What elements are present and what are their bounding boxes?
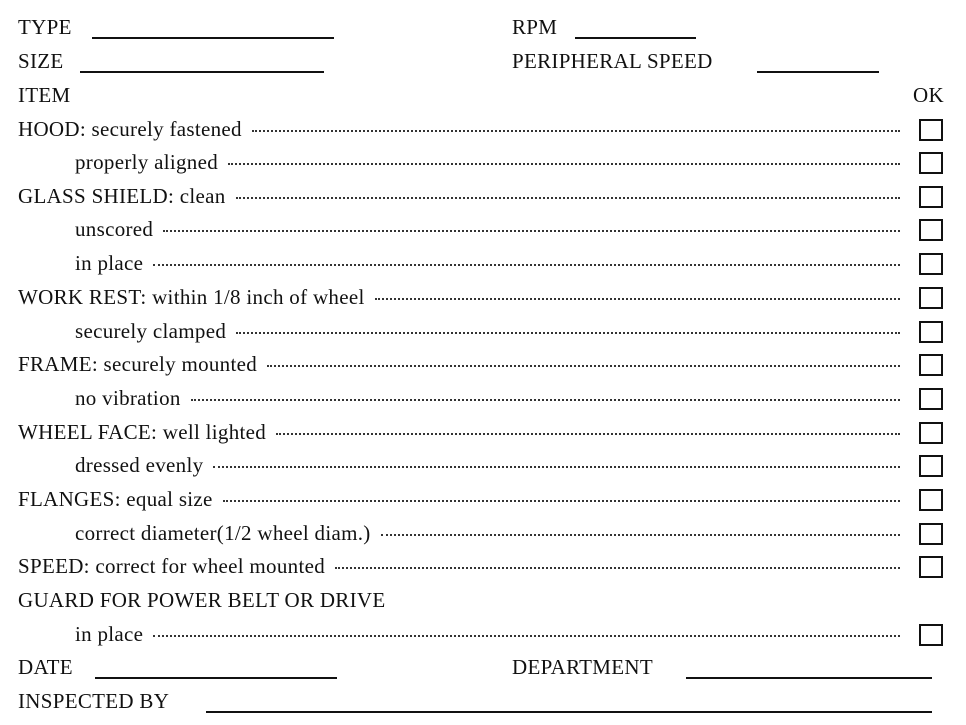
checklist-row	[75, 149, 914, 175]
dot-leader	[236, 332, 900, 334]
type-label: TYPE	[18, 15, 72, 39]
ok-checkbox[interactable]	[919, 321, 943, 343]
ok-checkbox[interactable]	[919, 152, 943, 174]
ok-checkbox[interactable]	[919, 455, 943, 477]
checklist-row	[75, 216, 914, 242]
item-label: WHEEL FACE: well lighted	[18, 419, 276, 445]
checklist-row	[18, 419, 914, 445]
item-label: SPEED: correct for wheel mounted	[18, 553, 335, 579]
item-label: no vibration	[75, 385, 191, 411]
size-input-line[interactable]	[80, 71, 324, 73]
peripheral-speed-label: PERIPHERAL SPEED	[512, 49, 713, 73]
department-label: DEPARTMENT	[512, 655, 653, 679]
ok-checkbox[interactable]	[919, 186, 943, 208]
checklist-row	[75, 520, 914, 546]
checklist-row	[75, 318, 914, 344]
dot-leader	[153, 635, 900, 637]
dot-leader	[213, 466, 900, 468]
item-label: properly aligned	[75, 149, 228, 175]
dot-leader	[335, 567, 900, 569]
item-label: FRAME: securely mounted	[18, 351, 267, 377]
checklist-row	[18, 351, 914, 377]
ok-checkbox[interactable]	[919, 219, 943, 241]
checklist-row	[75, 250, 914, 276]
guard-heading: GUARD FOR POWER BELT OR DRIVE	[18, 588, 386, 612]
dot-leader	[276, 433, 900, 435]
date-input-line[interactable]	[95, 677, 337, 679]
ok-checkbox[interactable]	[919, 354, 943, 376]
item-label: GLASS SHIELD: clean	[18, 183, 236, 209]
checklist-row	[18, 116, 914, 142]
item-label: dressed evenly	[75, 452, 213, 478]
item-label: WORK REST: within 1/8 inch of wheel	[18, 284, 375, 310]
checklist-row	[18, 284, 914, 310]
checklist-row	[18, 486, 914, 512]
dot-leader	[153, 264, 900, 266]
ok-column-header: OK	[913, 83, 944, 107]
item-column-header: ITEM	[18, 83, 71, 107]
item-label: correct diameter(1/2 wheel diam.)	[75, 520, 381, 546]
dot-leader	[267, 365, 900, 367]
dot-leader	[223, 500, 900, 502]
size-label: SIZE	[18, 49, 64, 73]
ok-checkbox[interactable]	[919, 287, 943, 309]
checklist-row	[75, 452, 914, 478]
type-input-line[interactable]	[92, 37, 334, 39]
ok-checkbox[interactable]	[919, 624, 943, 646]
ok-checkbox[interactable]	[919, 489, 943, 511]
item-label: unscored	[75, 216, 163, 242]
ok-checkbox[interactable]	[919, 556, 943, 578]
dot-leader	[375, 298, 900, 300]
ok-checkbox[interactable]	[919, 523, 943, 545]
dot-leader	[381, 534, 900, 536]
checklist-row	[75, 385, 914, 411]
ok-checkbox[interactable]	[919, 119, 943, 141]
item-label: in place	[75, 621, 153, 647]
checklist-row	[18, 553, 914, 579]
inspected-by-input-line[interactable]	[206, 711, 932, 713]
checklist-row	[75, 621, 914, 647]
ok-checkbox[interactable]	[919, 422, 943, 444]
date-label: DATE	[18, 655, 73, 679]
item-label: HOOD: securely fastened	[18, 116, 252, 142]
item-label: securely clamped	[75, 318, 236, 344]
dot-leader	[228, 163, 900, 165]
dot-leader	[191, 399, 900, 401]
rpm-input-line[interactable]	[575, 37, 696, 39]
dot-leader	[252, 130, 900, 132]
item-label: FLANGES: equal size	[18, 486, 223, 512]
rpm-label: RPM	[512, 15, 558, 39]
ok-checkbox[interactable]	[919, 388, 943, 410]
ok-checkbox[interactable]	[919, 253, 943, 275]
dot-leader	[163, 230, 900, 232]
dot-leader	[236, 197, 900, 199]
item-label: in place	[75, 250, 153, 276]
peripheral-speed-input-line[interactable]	[757, 71, 879, 73]
department-input-line[interactable]	[686, 677, 932, 679]
checklist-row	[18, 183, 914, 209]
inspected-by-label: INSPECTED BY	[18, 689, 170, 713]
